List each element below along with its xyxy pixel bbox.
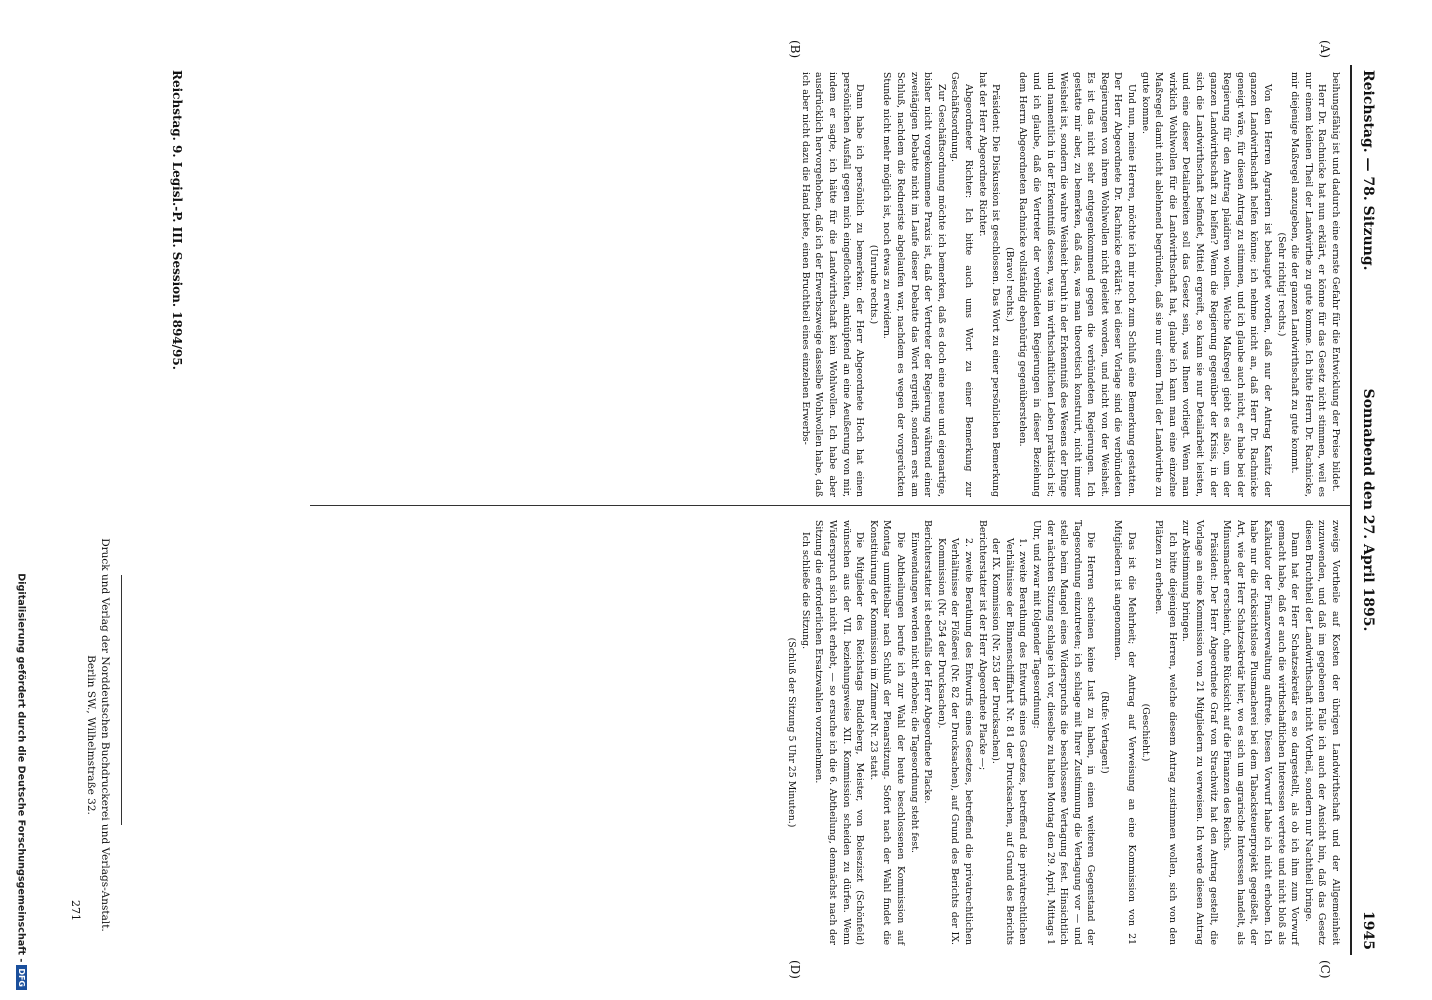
interjection: (Bravo! rechts.) <box>1003 247 1015 322</box>
column-divider <box>310 505 1350 506</box>
footer-left: Reichstag. 9. Legisl.-P. III. Session. 1894/95. <box>170 70 184 370</box>
paragraph: Ich schließe die Sitzung. <box>799 532 811 650</box>
margin-marker-b: (B) <box>788 40 802 59</box>
paragraph: Die Abtheilungen berufe ich zur Wahl der heute beschlossenen Kommission auf Montag unmittelbar nach Schluß der Plenarsitzung. Sofort nach der Wahl findet die Konstituirung der Kommission im Zimmer Nr. 23 statt. <box>867 520 906 945</box>
interjection: (Geschieht.) <box>1139 703 1151 762</box>
paragraph: Zur Geschäftsordnung möchte ich bemerken, daß es doch eine neue und eigenartige, bisher nicht vorgekommene Praxis ist, daß der Vertreter der Regierung während einer zweitägigen Debatte nicht im Laufe dieser Debatte das Wort ergreift, sondern erst am Schluß, nachdem die Redneriste abgelaufen war, nachdem es wegen der vorgerückten Stunde nicht mehr möglich ist, noch etwas zu erwidern. <box>881 72 947 497</box>
paragraph: Einwendungen werden nicht erhoben; die Tagesordnung steht fest. <box>908 532 920 853</box>
paragraph: Die Herren scheinen keine Lust zu haben, in einen weiteren Gegenstand der Tagesordnung einzutreten; ich schlage mit Ihrer Zustimmung die Vertagung vor — und stelle beim Mangel eines Widerspruchs die beschlossene Vertagung fest. Hinsichtlich der nächsten Sitzung schlage ich vor, dieselbe zu halten Montag den 29. April, Mittags 1 Uhr, und zwar mit folgender Tagesordnung: <box>1030 520 1097 945</box>
imprint-line-2: Berlin SW., Wilhelmstraße 32. <box>85 655 97 815</box>
agenda-item-1: 1. zweite Berathung des Entwurfs eines Gesetzes, betreffend die privatrechtlichen Verhältnisse der Binnenschifffahrt Nr. 81 der Drucksachen, auf Grund des Berichts der IX. Kommission (Nr. 253 der Drucksachen). <box>990 538 1029 945</box>
paragraph: Von den Herren Agrariern ist behauptet worden, daß nur der Antrag Kanitz der ganzen Landwirthschaft helfen könne; ich nehme nicht an, daß Herr Dr. Rachnicke geneigt wäre, für diesen Antrag zu stimmen, und ich glaube auch nicht, er habe bei der Regierung für den Antrag plaidiren wollen. Welche Maßregel giebt es also, um der ganzen Landwirthschaft zu helfen? Wenn die Regierung gegenüber der Krisis, in der sich die Landwirthschaft befindet, Mittel ergreift, so kann sie nur Detailarbeit leisten, und eine dieser Detailarbeiten soll das Gesetz sein, was Ihnen vorliegt. Wenn man wirklich Wohlwollen für die Landwirthschaft hat, glaube ich kann man eine einzelne Maßregel damit nicht ablehnend begründen, daß sie nur einem Theil der Landwirthe zu gute komme. <box>1139 72 1274 497</box>
digitization-text: Digitalisierung gefördert durch die Deutsche Forschungsgemeinschaft - <box>15 573 27 963</box>
header-center: Sonnabend den 27. April 1895. <box>1360 388 1376 632</box>
header-page-number: 1945 <box>1360 911 1376 950</box>
paragraph: Herr Dr. Rachnicke hat nun erklärt, er könne für das Gesetz nicht stimmen, weil es nur einem kleinen Theil der Landwirthe zu gute komme. Ich bitte Herrn Dr. Rachnicke, mir diejenige Maßregel anzugeben, die der ganzen Landwirthschaft zu gute kommt. <box>1289 72 1328 497</box>
interjection: (Sehr richtig! rechts.) <box>1275 232 1287 337</box>
margin-marker-c: (C) <box>1318 960 1332 979</box>
paragraph: Die Mitglieder des Reichstags Buddeberg, Meister, von Bolesziszt (Schönfeld) wünschen aus der VII. beziehungsweise XII. Kommission scheiden zu dürfen. Wenn Widerspruch sich nicht erhebt, — so ersuche ich die 6. Abtheilung, demnächst nach der Sitzung die erforderlichen Ersatzwahlen vorzunehmen. <box>813 520 866 945</box>
header-rule <box>1350 65 1352 955</box>
margin-marker-a: (A) <box>1318 40 1332 59</box>
paragraph: Ich bitte diejenigen Herren, welche diesem Antrag zustimmen wollen, sich von den Plätzen zu erheben. <box>1153 520 1178 945</box>
paragraph: beihungsfähig ist und dadurch eine ernste Gefahr für die Entwicklung der Preise bildet. <box>1330 72 1341 492</box>
agenda-item-2: 2. zweite Berathung des Entwurfs eines Gesetzes, betreffend die privatrechtlichen Verhältnisse der Flößerei (Nr. 82 der Drucksachen), auf Grund des Berichts der IX. Kommission (Nr. 254 der Drucksachen). <box>935 538 974 945</box>
interjection: (Rufe: Vertagen!) <box>1098 691 1110 774</box>
page-header <box>1354 70 1376 950</box>
session-end-note: (Schluß der Sitzung 5 Uhr 25 Minuten.) <box>786 637 798 828</box>
paragraph: Das ist die Mehrheit; der Antrag auf Verweisung an eine Kommission von 21 Mitgliedern ist angenommen. <box>1112 520 1138 945</box>
margin-marker-d: (D) <box>788 960 802 979</box>
imprint-rule <box>121 575 122 825</box>
speaker-paragraph: Präsident: Die Diskussion ist geschlossen. Das Wort zu einer persönlichen Bemerkung hat der Herr Abgeordnete Richter. <box>976 72 1002 497</box>
imprint-line-1: Druck und Verlag der Norddeutschen Buchdruckerei und Verlags-Anstalt. <box>99 538 111 932</box>
page-footer <box>170 70 184 950</box>
paragraph: Berichterstatter ist ebenfalls der Herr Abgeordnete Placke. <box>922 520 934 804</box>
dfg-logo: DFG <box>16 965 27 990</box>
left-column <box>798 72 1342 497</box>
paragraph: Dann habe ich persönlich zu bemerken: der Herr Abgeordnete Hoch hat einen persönlichen Ausfall gegen mich eingeflochten, anknüpfend an eine Aeußerung von mir, indem er sagte, ich hätte für die Landwirthschaft kein Wohlwollen. Ich habe aber ausdrücklich hervorgehoben, daß ich der Erwerbszweige dasselbe Wohlwollen habe, daß ich aber nicht dazu die Hand biete, einen Bruchtheil eines einzelnen Erwerbs- <box>799 72 866 497</box>
digitization-note <box>16 90 28 990</box>
paragraph: zweigs Vortheile auf Kosten der übrigen Landwirthschaft und der Allgemeinheit zuzuwenden, und daß im gegebenen Falle ich auch der Ansicht bin, daß das Gesetz diesen Bruchtheil der Landwirthschaft nicht Vortheil, sondern nur Nachtheil bringe. <box>1302 520 1341 945</box>
imprint <box>84 520 112 950</box>
speaker-paragraph: Präsident: Der Herr Abgeordnete Graf von Strachwitz hat den Antrag gestellt, die Vorlage an eine Kommission von 21 Mitgliedern zu verweisen. Ich werde diesen Antrag zur Abstimmung bringen. <box>1180 520 1219 945</box>
right-column <box>785 520 1342 945</box>
bottom-page-number: 271 <box>69 900 82 921</box>
paragraph: Dann hat der Herr Schatzsekretär es so dargestellt, als ob ich ihm zum Vorwurf gemacht habe, daß er auch die wirthschaftlichen Interessen vertrete und nicht bloß als Kalkulator der Finanzverwaltung auftrete. Diesen Vorwurf habe ich nicht erhoben. Ich habe nur die rücksichtslose Plusmacherei bei dem Tabacksteuerprojekt gegeißelt, der Art, wie der Herr Schatzsekretär hier, wo es sich um agrarische Interessen handelt, als Minusmacher erscheint, ohne Rücksicht auf die Finanzen des Reichs. <box>1221 520 1301 945</box>
interjection: (Unruhe rechts.) <box>867 244 879 325</box>
paragraph: Und nun, meine Herren, möchte ich mir noch zum Schluß eine Bemerkung gestatten. Der Herr Abgeordnete Dr. Rachnicke erklärt: bei dieser Vorlage sind die verbündeten Regierungen von ihrem Wohlwollen nicht geleitet worden, und nicht von der Weisheit. Es ist das nicht sehr entgegenkommend gegen die verbündeten Regierungen. Ich gestatte mir aber, zu bemerken, daß das, was man theoretisch konstruirt, nicht immer Weisheit ist, sondern die wahre Weisheit beruht in der Erkenntniß des Wesens der Dinge und namentlich in der Erkenntniß dessen, was im wirthschaftlichen Leben praktisch ist; und ich glaube, daß die Vertreter der verbündeten Regierungen in dieser Beziehung dem Herrn Abgeordneten Rachnicke vollständig ebenbürtig gegenüberstehen. <box>1017 72 1138 497</box>
paragraph: Berichterstatter ist der Herr Abgeordnete Placke —; <box>976 520 988 771</box>
header-left: Reichstag. — 78. Sitzung. <box>1360 70 1376 271</box>
speaker-paragraph: Abgeordneter Richter: Ich bitte auch ums Wort zu einer Bemerkung zur Geschäftsordnung. <box>949 72 974 497</box>
